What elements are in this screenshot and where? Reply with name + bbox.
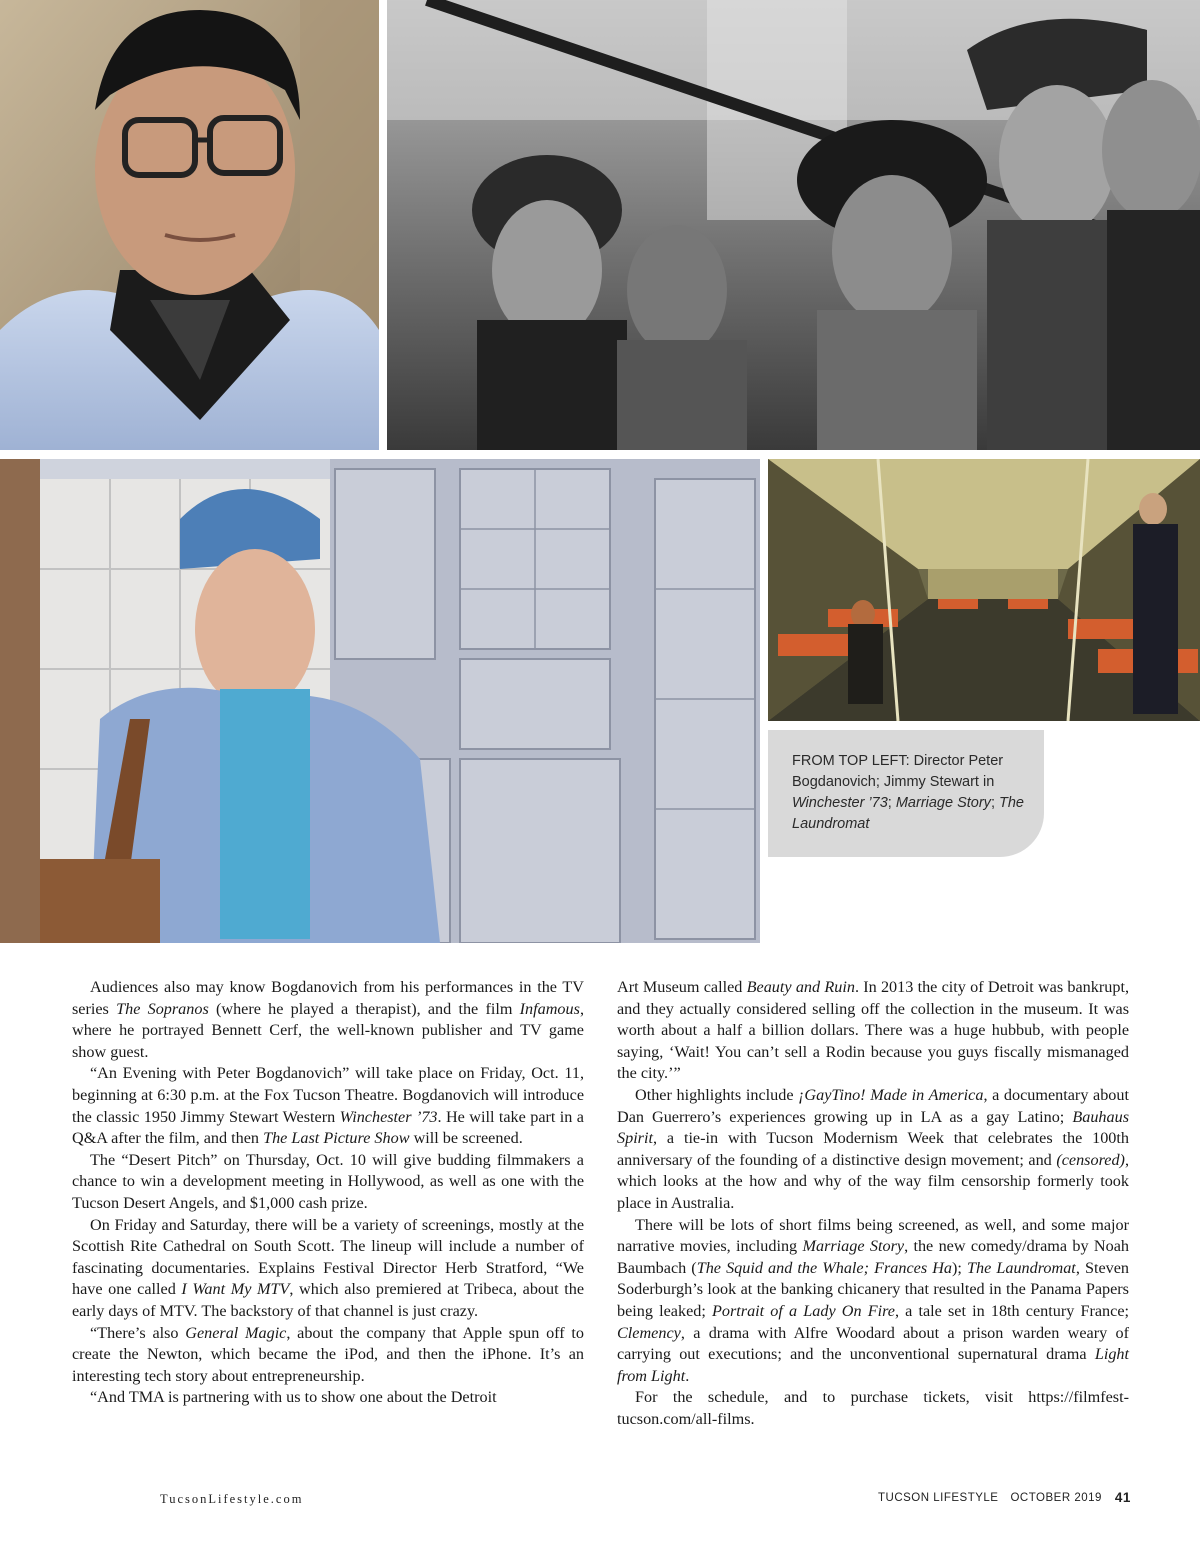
paragraph [617, 977, 1129, 1085]
text: . [685, 1366, 690, 1385]
title-italic: The Last Picture Show [263, 1129, 410, 1148]
text: Audiences also may know Bogdanovich from his performances in the TV series [72, 978, 584, 1018]
text: , a drama with Alfre Woodard about a prison warden weary of carrying out executions; and the unconventional supernatural drama [617, 1323, 1129, 1364]
footer-magazine-name: TUCSON LIFESTYLE [878, 1491, 999, 1504]
title-italic: ¡GayTino! Made in America [798, 1085, 984, 1104]
text: , a tale set in 18th century France; [894, 1301, 1130, 1320]
text: , the new comedy/drama by Noah Baumbach ( [617, 1237, 1129, 1277]
title-italic: The Laundromat [966, 1258, 1076, 1277]
text: , a documentary about Dan Guerrero’s experiences growing up in LA as a gay Latino; [617, 1085, 1129, 1126]
text: On Friday and Saturday, there will be a variety of screenings, mostly at the Scottish Rite Cathedral on South Scott. The lineup will include a number of fascinating documentaries. Explains Festival Director Herb Stratford, “We have one called [72, 1215, 584, 1299]
title-italic: General Magic [185, 1323, 287, 1342]
text: , about the company that Apple spun off to create the Newton, which became the iPod, and then the iPhone. It’s an interesting tech story about entrepreneurship. [72, 1323, 584, 1385]
title-italic: Clemency [617, 1323, 681, 1342]
text: . He will take part in a Q&A after the film, and then [72, 1107, 584, 1148]
title-italic: The Squid and the Whale; Frances Ha [696, 1258, 952, 1277]
photo-director-portrait [0, 0, 379, 450]
text: Art Museum called [617, 978, 747, 996]
title-italic: Portrait of a Lady On Fire [711, 1301, 895, 1320]
article-column-left [72, 977, 584, 1409]
text: , Steven Soderburgh’s look at the banking chicanery that resulted in the Panama Papers being leaked; [617, 1258, 1130, 1320]
text: , which also premiered at Tribeca, about the early days of MTV. The backstory of that channel is just crazy. [72, 1280, 585, 1320]
text: will be screened. [409, 1129, 523, 1148]
paragraph: “And TMA is partnering with us to show one about the Detroit [90, 1388, 497, 1407]
paragraph: The “Desert Pitch” on Thursday, Oct. 10 will give budding filmmakers a chance to win a development meeting in Hollywood, as well as one with the Tucson Desert Angels, and $1,000 cash prize. [72, 1150, 584, 1212]
text: “An Evening with Peter Bogdanovich” will take place on Friday, Oct. 11, beginning at 6:30 p.m. at the Fox Tucson Theatre. Bogdanovich will introduce the classic 1950 Jimmy Stewart Western [72, 1064, 584, 1126]
title-italic: Light from Light [617, 1345, 1129, 1385]
caption-title-marriage-story: Marriage Story [895, 795, 991, 811]
footer-website: TucsonLifestyle.com [160, 1492, 304, 1506]
text: ); [952, 1258, 967, 1277]
text: , a tie-in with Tucson Modernism Week that celebrates the 100th anniversary of the founding of a distinctive design movement; and [617, 1129, 1129, 1169]
text: , which looks at the how and why of the way film censorship formerly took place in Australia. [617, 1150, 1129, 1212]
title-italic: The Sopranos [116, 999, 209, 1018]
text: , where he portrayed Bennett Cerf, the well-known publisher and TV game show guest. [72, 999, 584, 1061]
title-italic: (censored) [1056, 1150, 1125, 1169]
text: “There’s also [90, 1323, 186, 1342]
text: (where he played a therapist), and the film [208, 999, 520, 1018]
paragraph [72, 1323, 584, 1388]
footer-issue-date: OCTOBER 2019 [1010, 1491, 1102, 1504]
footer-folio [878, 1490, 1130, 1505]
photo-caption [768, 730, 1044, 857]
text: Other highlights include [635, 1085, 799, 1104]
paragraph: For the schedule, and to purchase tickets, visit https://filmfest-tucson.com/all-films. [617, 1388, 1129, 1428]
title-italic: Marriage Story [802, 1237, 905, 1256]
title-italic: Winchester ’73 [339, 1107, 438, 1126]
page-number: 41 [1114, 1490, 1131, 1505]
paragraph [72, 1215, 584, 1323]
title-italic: Beauty and Ruin [746, 978, 855, 996]
caption-title-winchester: Winchester ’73 [792, 795, 888, 811]
caption-title-laundromat: The Laundromat [792, 795, 1024, 832]
photo-winchester-73-still [387, 0, 1200, 450]
title-italic: Infamous [519, 999, 580, 1018]
paragraph [617, 1085, 1129, 1215]
caption-separator: ; [990, 795, 999, 811]
photo-marriage-story-subway-still [768, 459, 1200, 721]
paragraph [72, 977, 584, 1063]
caption-separator: ; [887, 795, 896, 811]
title-italic: I Want My MTV [181, 1280, 290, 1299]
title-italic: Bauhaus Spirit [617, 1107, 1129, 1148]
caption-lead: FROM TOP LEFT: Director Peter Bogdanovich; Jimmy Stewart in [792, 753, 1004, 790]
paragraph [72, 1063, 584, 1149]
article-column-right [617, 977, 1129, 1430]
text: There will be lots of short films being screened, as well, and some major narrative movies, including [617, 1215, 1129, 1256]
text: . In 2013 the city of Detroit was bankrupt, and they actually considered selling off the collection in the museum. It was worth about a half a billion dollars. There was a huge hubbub, with people saying, ‘Wait! You can’t sell a Rodin because you guys fiscally mismanaged the city.’” [617, 978, 1129, 1083]
paragraph [617, 1215, 1129, 1388]
photo-laundromat-still [0, 459, 760, 943]
